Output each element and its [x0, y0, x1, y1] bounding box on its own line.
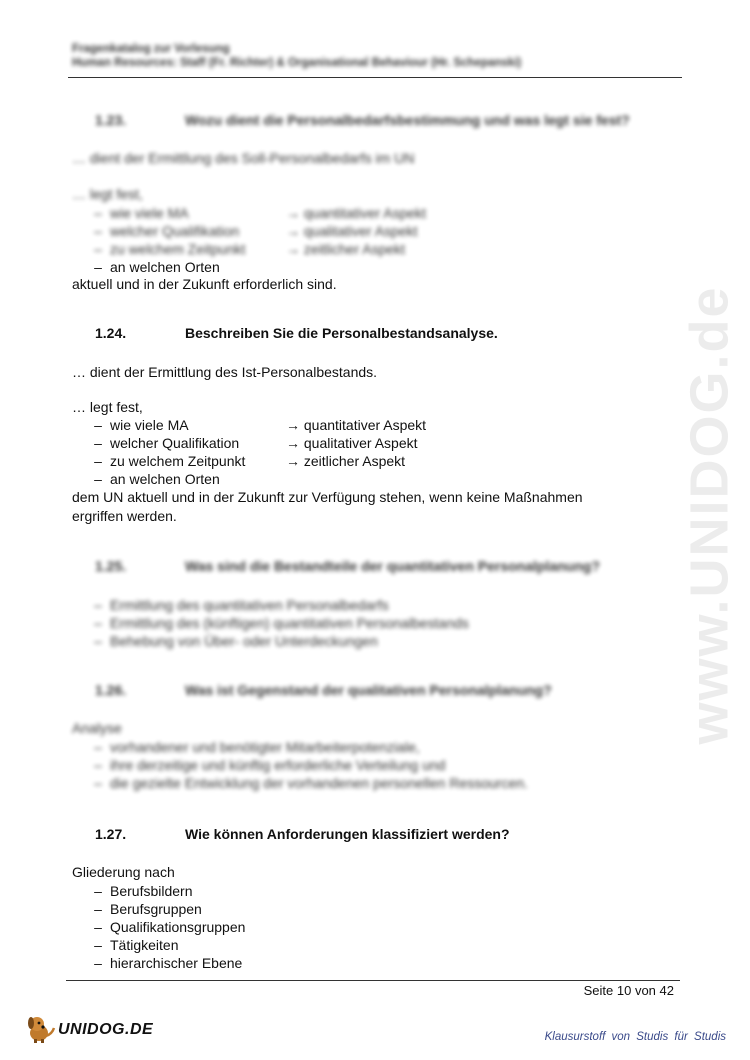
- dash-icon: –: [94, 205, 102, 221]
- dash-icon: –: [94, 241, 102, 257]
- section-1-25-heading: [95, 558, 600, 574]
- section-1-24-closing-2: ergriffen werden.: [72, 508, 177, 524]
- section-1-23-intro: … dient der Ermittlung des Soll-Personalbedarfs im UN: [72, 150, 415, 166]
- section-title: Wozu dient die Personalbedarfsbestimmung und was legt sie fest?: [185, 112, 630, 128]
- list-item: – an welchen Orten: [86, 470, 426, 488]
- section-1-24-list: [86, 416, 426, 488]
- section-1-23-closing: aktuell und in der Zukunft erforderlich sind.: [72, 276, 337, 292]
- section-1-23-list: [86, 204, 426, 258]
- list-item: – Berufsgruppen: [86, 900, 245, 918]
- section-1-24-lead: … legt fest,: [72, 399, 143, 415]
- section-number: 1.26.: [95, 682, 127, 698]
- dash-icon: –: [94, 417, 102, 433]
- dash-icon: –: [94, 471, 102, 487]
- list-item: – Ermittlung des quantitativen Personalbedarfs: [86, 596, 469, 614]
- section-1-26-heading: [95, 682, 552, 698]
- section-1-23-lead: … legt fest,: [72, 186, 143, 202]
- dash-icon: –: [94, 453, 102, 469]
- watermark-text: www.UNIDOG.de: [680, 285, 740, 745]
- section-title: Was ist Gegenstand der qualitativen Personalplanung?: [185, 682, 552, 698]
- section-title: Beschreiben Sie die Personalbestandsanalyse.: [185, 325, 498, 341]
- section-number: 1.23.: [95, 112, 127, 128]
- section-number: 1.27.: [95, 826, 127, 842]
- dash-icon: –: [94, 259, 102, 275]
- list-item: – Behebung von Über- oder Unterdeckungen: [86, 632, 469, 650]
- list-item: – die gezielte Entwicklung der vorhandenen personellen Ressourcen.: [86, 774, 528, 792]
- dash-icon: –: [94, 757, 102, 773]
- dash-icon: –: [94, 597, 102, 613]
- section-1-26-lead: Analyse: [72, 720, 122, 736]
- dash-icon: –: [94, 633, 102, 649]
- header-divider: [68, 77, 682, 78]
- section-1-24-intro: … dient der Ermittlung des Ist-Personalbestands.: [72, 364, 378, 380]
- page-number: Seite 10 von 42: [583, 983, 674, 998]
- list-item: – welcher Qualifikation → qualitativer Aspekt: [86, 434, 426, 452]
- dash-icon: –: [94, 615, 102, 631]
- section-1-27-heading: [95, 826, 510, 842]
- dash-icon: –: [94, 223, 102, 239]
- header-line-2: Human Resources: Staff (Fr. Richter) & Organisational Behaviour (Hr. Schepanski): [72, 57, 522, 69]
- list-item: – zu welchem Zeitpunkt → zeitlicher Aspekt: [86, 452, 426, 470]
- section-1-26-list: [86, 738, 528, 792]
- section-1-23-list-last: [86, 258, 286, 276]
- list-item: – ihre derzeitige und künftig erforderliche Verteilung und: [86, 756, 528, 774]
- list-item: – zu welchem Zeitpunkt → zeitlicher Aspekt: [86, 240, 426, 258]
- list-item: – an welchen Orten: [86, 258, 286, 276]
- unidog-logo[interactable]: [24, 1014, 164, 1044]
- list-item: – wie viele MA → quantitativer Aspekt: [86, 416, 426, 434]
- list-item: – hierarchischer Ebene: [86, 954, 245, 972]
- logo-text: UNIDOG.DE: [58, 1021, 154, 1038]
- section-1-27-lead: Gliederung nach: [72, 864, 175, 880]
- list-item: – Berufsbildern: [86, 882, 245, 900]
- list-item: – welcher Qualifikation → qualitativer Aspekt: [86, 222, 426, 240]
- dash-icon: –: [94, 435, 102, 451]
- section-title: Wie können Anforderungen klassifiziert werden?: [185, 826, 510, 842]
- dash-icon: –: [94, 739, 102, 755]
- list-item: – wie viele MA → quantitativer Aspekt: [86, 204, 426, 222]
- section-1-24-heading: [95, 325, 498, 341]
- footer-divider: [66, 980, 680, 981]
- dash-icon: –: [94, 775, 102, 791]
- watermark: [640, 280, 750, 750]
- list-item: – Qualifikationsgruppen: [86, 918, 245, 936]
- footer-tagline: Klausurstoff von Studis für Studis: [544, 1031, 726, 1043]
- dash-icon: –: [94, 901, 102, 917]
- section-1-24-closing-1: dem UN aktuell und in der Zukunft zur Verfügung stehen, wenn keine Maßnahmen: [72, 489, 583, 505]
- header-line-1: Fragenkatalog zur Vorlesung: [72, 43, 230, 55]
- dash-icon: –: [94, 937, 102, 953]
- dash-icon: –: [94, 955, 102, 971]
- dog-icon: [24, 1014, 58, 1044]
- section-1-25-list: [86, 596, 469, 650]
- list-item: – vorhandener und benötigter Mitarbeiterpotenziale,: [86, 738, 528, 756]
- section-title: Was sind die Bestandteile der quantitativen Personalplanung?: [185, 558, 600, 574]
- dash-icon: –: [94, 883, 102, 899]
- section-1-27-list: [86, 882, 245, 972]
- list-item: – Tätigkeiten: [86, 936, 245, 954]
- section-number: 1.25.: [95, 558, 127, 574]
- section-number: 1.24.: [95, 325, 127, 341]
- page-header: [72, 42, 682, 70]
- list-item: – Ermittlung des (künftigen) quantitativen Personalbestands: [86, 614, 469, 632]
- dash-icon: –: [94, 919, 102, 935]
- section-1-23-heading: [95, 112, 630, 128]
